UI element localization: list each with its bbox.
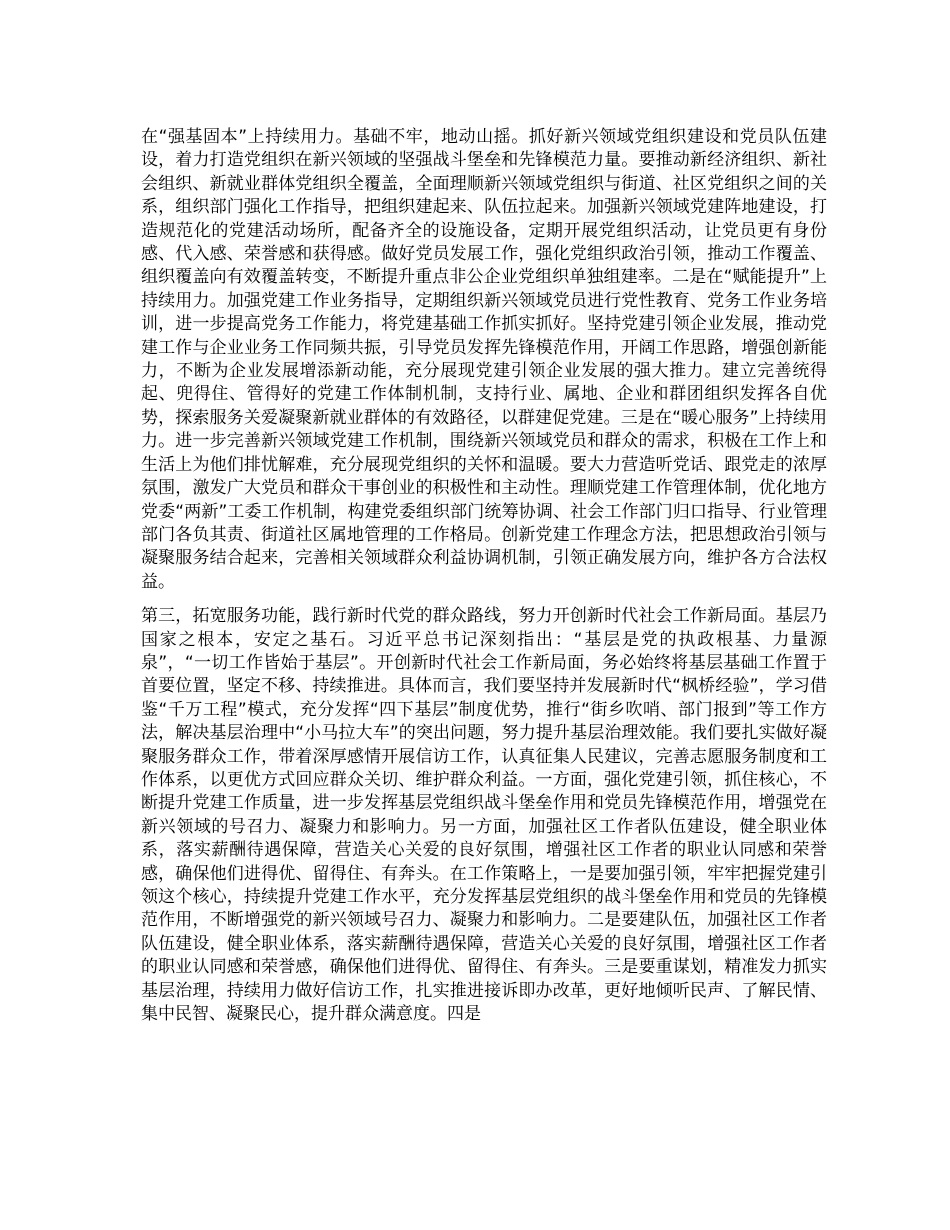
document-body	[141, 126, 827, 1026]
body-paragraph-2: 第三，拓宽服务功能，践行新时代党的群众路线，努力开创新时代社会工作新局面。基层乃国家之根本，安定之基石。习近平总书记深刻指出：“基层是党的执政根基、力量源泉”，“一切工作皆始于基层”。开创新时代社会工作新局面，务必始终将基层基础工作置于首要位置，坚定不移、持续推进。具体而言，我们要坚持并发展新时代“枫桥经验”，学习借鉴“千万工程”模式，充分发挥“四下基层”制度优势，推行“街乡吹哨、部门报到”等工作方法，解决基层治理中“小马拉大车”的突出问题，努力提升基层治理效能。我们要扎实做好凝聚服务群众工作，带着深厚感情开展信访工作，认真征集人民建议，完善志愿服务制度和工作体系，以更优方式回应群众关切、维护群众利益。一方面，强化党建引领，抓住核心，不断提升党建工作质量，进一步发挥基层党组织战斗堡垒作用和党员先锋模范作用，增强党在新兴领域的号召力、凝聚力和影响力。另一方面，加强社区工作者队伍建设，健全职业体系，落实薪酬待遇保障，营造关心关爱的良好氛围，增强社区工作者的职业认同感和荣誉感，确保他们进得优、留得住、有奔头。在工作策略上，一是要加强引领，牢牢把握党建引领这个核心，持续提升党建工作水平，充分发挥基层党组织的战斗堡垒作用和党员的先锋模范作用，不断增强党的新兴领域号召力、凝聚力和影响力。二是要建队伍，加强社区工作者队伍建设，健全职业体系，落实薪酬待遇保障，营造关心关爱的良好氛围，增强社区工作者的职业认同感和荣誉感，确保他们进得优、留得住、有奔头。三是要重谋划，精准发力抓实基层治理，持续用力做好信访工作，扎实推进接诉即办改革，更好地倾听民声、了解民情、集中民智、凝聚民心，提升群众满意度。四是	[141, 606, 827, 1025]
body-paragraph-1: 在“强基固本”上持续用力。基础不牢，地动山摇。抓好新兴领域党组织建设和党员队伍建设，着力打造党组织在新兴领域的坚强战斗堡垒和先锋模范力量。要推动新经济组织、新社会组织、新就业群体党组织全覆盖，全面理顺新兴领域党组织与街道、社区党组织之间的关系，组织部门强化工作指导，把组织建起来、队伍拉起来。加强新兴领域党建阵地建设，打造规范化的党建活动场所，配备齐全的设施设备，定期开展党组织活动，让党员更有身份感、代入感、荣誉感和获得感。做好党员发展工作，强化党组织政治引领，推动工作覆盖、组织覆盖向有效覆盖转变，不断提升重点非公企业党组织单独组建率。二是在“赋能提升”上持续用力。加强党建工作业务指导，定期组织新兴领域党员进行党性教育、党务工作业务培训，进一步提高党务工作能力，将党建基础工作抓实抓好。坚持党建引领企业发展，推动党建工作与企业业务工作同频共振，引导党员发挥先锋模范作用，开阔工作思路，增强创新能力，不断为企业发展增添新动能，充分展现党建引领企业发展的强大推力。建立完善统得起、兜得住、管得好的党建工作体制机制，支持行业、属地、企业和群团组织发挥各自优势，探索服务关爱凝聚新就业群体的有效路径，以群建促党建。三是在“暖心服务”上持续用力。进一步完善新兴领域党建工作机制，围绕新兴领域党员和群众的需求，积极在工作上和生活上为他们排忧解难，充分展现党组织的关怀和温暖。要大力营造听党话、跟党走的浓厚氛围，激发广大党员和群众干事创业的积极性和主动性。理顺党建工作管理体制，优化地方党委“两新”工委工作机制，构建党委组织部门统筹协调、社会工作部门归口指导、行业管理部门各负其责、街道社区属地管理的工作格局。创新党建工作理念方法，把思想政治引领与凝聚服务结合起来，完善相关领域群众利益协调机制，引领正确发展方向，维护各方合法权益。	[141, 127, 827, 592]
